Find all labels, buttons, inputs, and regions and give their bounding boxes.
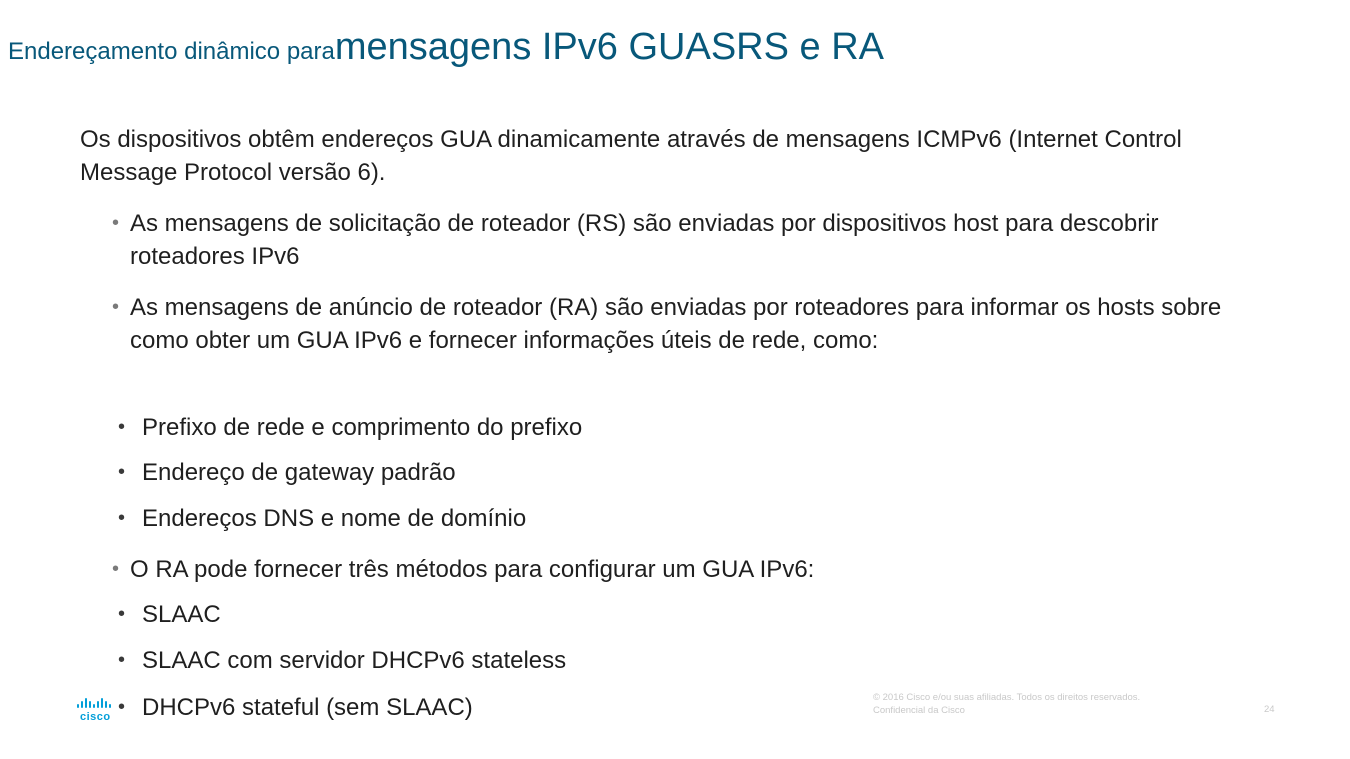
bullet-dot: •: [118, 461, 126, 483]
confidential-line: Confidencial da Cisco: [873, 705, 965, 716]
cisco-logo-text: cisco: [80, 711, 111, 723]
bullet-text: Endereços DNS e nome de domínio: [142, 505, 527, 532]
footer-copyright: [873, 691, 1140, 717]
slide-title: [8, 28, 884, 66]
bullet-dot: •: [118, 603, 126, 625]
bullet-rs-messages: [112, 207, 1252, 273]
bullet-text: SLAAC: [142, 601, 221, 628]
bullet-ra-methods: [112, 553, 1252, 586]
bullet-dot: •: [112, 558, 120, 580]
bullet-text: As mensagens de solicitação de roteador (RS) são enviadas por dispositivos host para descobrir roteadores IPv6: [130, 210, 1159, 270]
slide-title-prefix: Endereçamento dinâmico para: [8, 38, 335, 65]
sub-bullet-gateway: [118, 456, 1218, 489]
cisco-bars-icon: [76, 697, 124, 711]
bullet-text: Prefixo de rede e comprimento do prefixo: [142, 414, 583, 441]
slide-title-main: mensagens IPv6 GUASRS e RA: [334, 26, 884, 68]
bullet-dot: •: [118, 649, 126, 671]
sub-bullet-slaac-dhcpv6: [118, 644, 1218, 677]
bullet-text: As mensagens de anúncio de roteador (RA) são enviadas por roteadores para informar os hosts sobre como obter um GUA IPv6 e fornecer informações úteis de rede, como:: [130, 294, 1222, 354]
bullet-dot: •: [112, 296, 120, 318]
bullet-text: SLAAC com servidor DHCPv6 stateless: [142, 647, 567, 674]
bullet-ra-messages: [112, 291, 1252, 357]
sub-bullet-slaac: [118, 598, 1218, 631]
bullet-text: DHCPv6 stateful (sem SLAAC): [142, 694, 473, 721]
bullet-dot: •: [118, 507, 126, 529]
sub-bullet-prefix: [118, 411, 1218, 444]
bullet-text: Endereço de gateway padrão: [142, 459, 456, 486]
page-number: 24: [1264, 704, 1275, 715]
copyright-line: © 2016 Cisco e/ou suas afiliadas. Todos os direitos reservados.: [873, 692, 1141, 703]
intro-paragraph: Os dispositivos obtêm endereços GUA dinamicamente através de mensagens ICMPv6 (Internet Control Message Protocol versão 6).: [80, 126, 1182, 186]
bullet-dot: •: [118, 696, 126, 718]
bullet-text: O RA pode fornecer três métodos para configurar um GUA IPv6:: [130, 556, 815, 583]
sub-bullet-dns: [118, 502, 1218, 535]
bullet-dot: •: [112, 212, 120, 234]
bullet-dot: •: [118, 416, 126, 438]
